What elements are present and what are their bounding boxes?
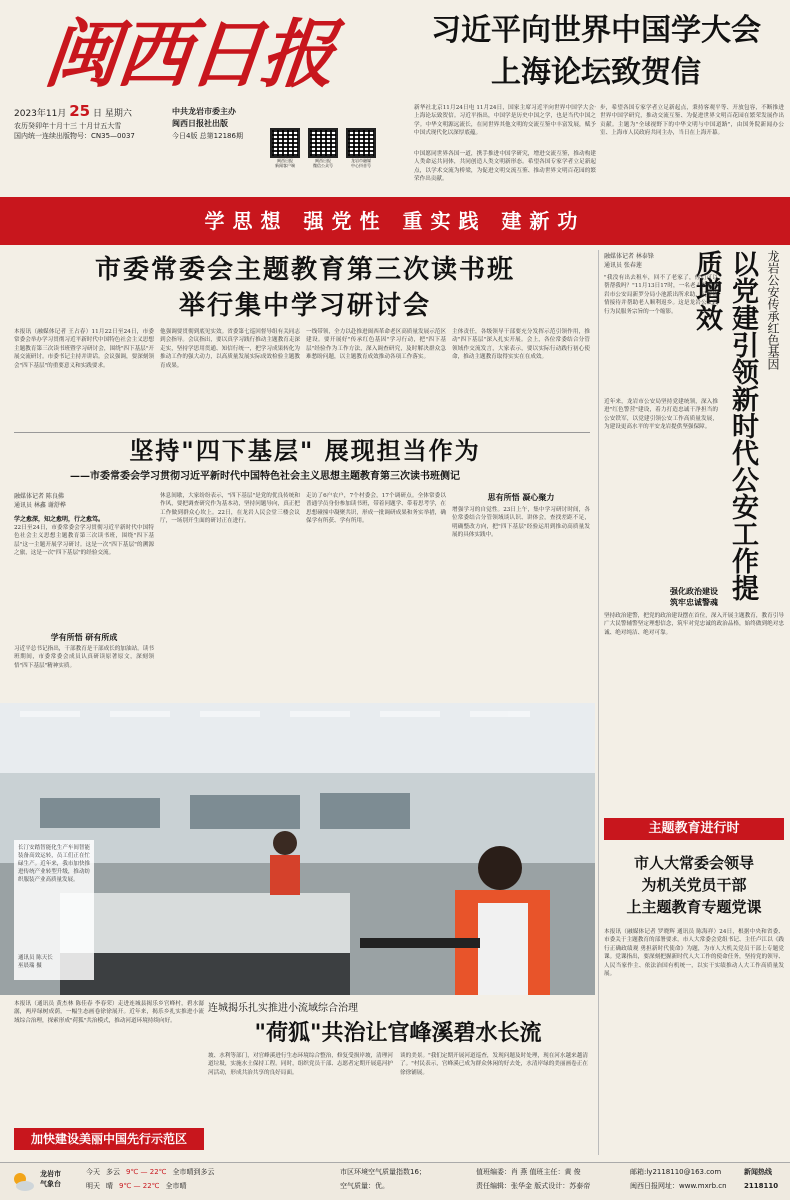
weather-forecast [86,1167,326,1191]
cn-code: 国内统一连续出版物号：CN35—0037 [14,132,135,140]
feature-col2: 休息间歇，大家纷纷表示，"四下基层"是党的优良传统和作风，要把调查研究作为基本功，坚持问题导向，真正把工作做到群众心坎上。22日，在龙岩人民会堂三楼会议厅，一场别开生面的研讨正在进行。 [160,493,300,525]
sidebar-subhead: 强化政治建设 筑牢忠诚警魂 [670,587,718,607]
river-body-left: 本报讯（通讯员 黄杰林 陈佳春 李春荣）走进连城县揭乐乡官峰村，碧水潺潺，两岸绿树成荫，一幅生态画卷徐徐展开。近年来，揭乐乡扎实推进小流域综合治理，探索形成"荷狐"共治模式，推动河道环境持续向好。 [14,1001,204,1024]
column-divider [598,250,599,1155]
qr-group [270,128,400,178]
river-kicker: 连城揭乐扎实推进小流域综合治理 [208,1003,358,1014]
main-story-col4: 主体责任，各级领导干部要充分发挥示范引领作用，推动"四下基层"深入扎实开展。会上，各位常委结合分管领域作交流发言，大家表示，要以实际行动践行初心使命，推动主题教育取得实实在在成效。 [452,329,590,361]
date-line: 2023年11月 [14,109,67,119]
date-weekday: 日 星期六 [92,109,132,119]
qr-code-icon [270,128,300,158]
sun-cloud-icon [10,1169,36,1195]
column-headline[interactable]: 市人大常委会领导 为机关党员干部 上主题教育专题党课 [626,854,762,916]
feature-subhead-2: 思有所悟 凝心聚力 [487,493,555,502]
river-body-mid: 坡、水利等部门，对官峰溪进行生态环境综合整治，修复受损岸坡，清理河道垃圾，实施水土保持工程。同时，组织党员干部、志愿者定期开展巡河护河活动，形成共治共享的良好局面。 [208,1053,393,1076]
divider [14,432,590,433]
feature-col3: 走访了6户农户，7个村委会，17个调研点。全体常委以普通学员身份参加读书班，带着问题学、带着思考学，在思想碰撞中凝聚共识，形成一批调研成果和务实举措，确保学有所获、学有所用。 [306,493,446,525]
qr-douyin[interactable]: 龙岩市融媒 中心抖音号 [346,128,376,178]
feature-col1: 22日至24日，市委常委会学习贯彻习近平新时代中国特色社会主义思想主题教育第三次读书班，围绕"四下基层"这一主题开展学习研讨。这是一次"四下基层"的溯源之旅，这是一次"四下基层"的经验交流。 [14,525,154,557]
main-story-col2: 他强调要贯彻到底见实效。省委第七巡回督导组有关同志到会指导。会议指出，要以真学习践行推动主题教育走深走实，坚持学思用贯通、知信行统一，把学习成果转化为推动工作的强大动力，以高质量发展实际成效检验主题教育成果。 [160,329,300,369]
main-story-col1: 本报讯（融媒体记者 王占春）11月22日至24日，市委常委会举办学习贯彻习近平新时代中国特色社会主义思想主题教育第三次读书班暨学习研讨会，围绕"四下基层"开展交流研讨。市委书记主持并讲话。会议强调，要深刻领会"四下基层"的重要意义和实践要求。 [14,329,154,369]
qr-code-icon [308,128,338,158]
sidebar-byline: 融媒体记者 林泰锋 通讯员 张春莲 [604,253,654,269]
hotline: 新闻热线 2118110 [744,1168,779,1190]
main-story-col3: 一线带领，全力以赴推进闽西革命老区高质量发展示范区建设。要开展好"传承红色基因"学习行动，把"四下基层"经验作为工作方法，深入调查研究，及时解决群众急难愁盼问题，以主题教育成效推动各项工作落实。 [306,329,446,361]
footer-bar [0,1162,790,1200]
qr-code-icon [346,128,376,158]
sidebar-body-1: "我没有出去租车，回不了老家了，你们可以帮帮我吗？"11月13日17时，一名老人来到龙岩市公安局新罗分局小池派出所求助，民警热情接待并帮助老人顺利返乡。这是龙岩公安践行为民服务宗旨的一个缩影。 [604,275,718,315]
masthead-logo[interactable]: 闽西日报 [40,12,338,98]
river-headline[interactable]: "荷狐"共治让官峰溪碧水长流 [254,1021,542,1046]
press: 闽西日报社出版 [172,119,228,128]
sidebar-headline[interactable]: 以党建引领新时代公安工作提质增效 [691,250,758,601]
feature-subline: ——市委常委会学习贯彻习近平新时代中国特色社会主义思想主题教育第三次读书班侧记 [70,471,460,482]
column-body: 本报讯（融媒体记者 罗晓辉 通讯员 陈海祥）24日，根据中央和省委、市委关于主题教育的部署要求，市人大常委会党组书记、主任卢江以《践行正确政绩观 勇担新时代使命》为题，为市人大机关党员干部上专题党课。党课指出，要深刻把握新时代人大工作的使命任务，坚持党的领导、人民当家作主、依法治国有机统一，以实干实绩推动人大工作高质量发展。 [604,929,784,978]
website-link[interactable]: 闽西日报网址：www.mxrb.cn [630,1182,727,1190]
publisher: 中共龙岩市委主办 [172,107,236,116]
top-story-body-col2b: 中国愿同世界各国一道，携手推进中国学研究，增进交流互鉴，推动构建人类命运共同体，共同创造人类文明新形态。希望各国专家学者立足新起点，以学术交流为桥梁，为促进文明交流互鉴、推动世界文明百花园的繁荣作出贡献。 [414,151,596,183]
section-tag-theme-education[interactable]: 主题教育进行时 [604,818,784,840]
editors: 值班编委：肖 燕 值班主任：黄 俊 责任编辑：张华金 版式设计：苏泰帝 [476,1168,591,1190]
section-tag-green[interactable]: 加快建设美丽中国先行示范区 [14,1128,204,1150]
qr-app[interactable]: 闽西日报 新闻客户端 [270,128,300,178]
date-day: 25 [69,102,91,120]
lunar-date: 农历癸卯年十月十三 十月廿五大雪 [14,122,122,130]
photo-caption: 长汀安踏智能化生产车间智能装备高效运转，员工们正在忙碌生产。近年来，我市加快推进传统产业转型升级，推动纺织服装产业高质量发展。 [18,845,90,883]
feature-col4: 增强学习的自觉性。23日上午，集中学习研讨时间，各位常委结合分管领域谈认识、讲体会，查找差距不足，明确整改方向，把"四下基层"经验运用到推动高质量发展的具体实践中。 [452,507,590,539]
forecast-tomorrow: 明天 晴 9℃ — 22℃ 全市晴 [86,1182,187,1190]
email-link[interactable]: 邮箱:ly2118110@163.com [630,1168,722,1176]
river-body-right: 谈的美景。"我们定期开展河道巡查，发现问题及时处理，现在河水越来越清了。"村民表示，官峰溪已成为群众休闲的好去处，水清岸绿的美丽画卷正在徐徐铺展。 [400,1053,588,1076]
edition: 今日4版 总第12186期 [172,132,243,140]
main-story-headline[interactable]: 市委常委会主题教育第三次读书班 举行集中学习研讨会 [94,255,515,321]
feature-headline[interactable]: 坚持"四下基层" 展现担当作为 [129,437,481,465]
top-story-body-col3: 步，希望各国专家学者立足新起点，秉持客观平等、开放包容，不断推进世界中国学研究，推动交流互鉴、为促进世界文明百花园在繁荣发展作出贡献。主题为"全球视野下的中华文明与中国道路"，由国务院新闻办公室、上海市人民政府共同主办，当日在上海开幕。 [600,105,784,137]
qr-wechat[interactable]: 闽西日报 微信公众号 [308,128,338,178]
contact [630,1167,740,1191]
publisher-block [172,106,267,142]
sidebar-body-3: 坚持政治建警，把党的政治建设摆在首位，深入开展主题教育，教育引导广大民警辅警坚定理想信念，筑牢对党忠诚的政治品格，始终做到绝对忠诚、绝对纯洁、绝对可靠。 [604,613,784,636]
top-story-body-col1: 新华社北京11月24日电 11月24日，国家主席习近平向世界中国学大会·上海论坛致贺信。习近平指出，中国学是历史中国之学，也是当代中国之学。中华文明源远流长，在同世界其他文明的交流互鉴中丰富发展，赋予中国式现代化以深厚底蕴。 [414,105,596,137]
feature-byline: 融媒体记者 陈良佛 通讯员 林鑫 谢舒桦 [14,493,66,509]
sidebar-body-2: 近年来，龙岩市公安局坚持党建统领，深入推进"红色警营"建设，着力打造忠诚干净担当的公安铁军，以党建引领公安工作高质量发展，为建设更高水平的平安龙岩提供坚强保障。 [604,399,718,431]
sidebar-kicker: 龙岩公安传承红色基因 [766,250,780,370]
feature-subhead-1: 学有所悟 研有所成 [50,633,118,642]
top-story-headline[interactable]: 习近平向世界中国学大会 上海论坛致贺信 [431,13,761,90]
slogan-banner: 学思想 强党性 重实践 建新功 [0,197,790,245]
photo-caption-box [14,840,94,980]
photo-credit: 通讯员 陈天长 巫晨瑞 摄 [18,955,53,969]
air-quality: 市区环境空气质量指数16； 空气质量：优。 [340,1168,426,1190]
feature-lead: 学之愈深，知之愈明，行之愈笃。 [14,516,105,523]
forecast-today: 今天 多云 9℃ — 22℃ 全市晴到多云 [86,1168,215,1176]
weather-source: 龙岩市 气象台 [40,1170,61,1188]
feature-col1b: 习近平总书记指出，干部教育是干部成长的加油站。读书班期间，市委常委会成员认真研读原著原文，深刻领悟"四下基层"精神实质。 [14,646,154,669]
